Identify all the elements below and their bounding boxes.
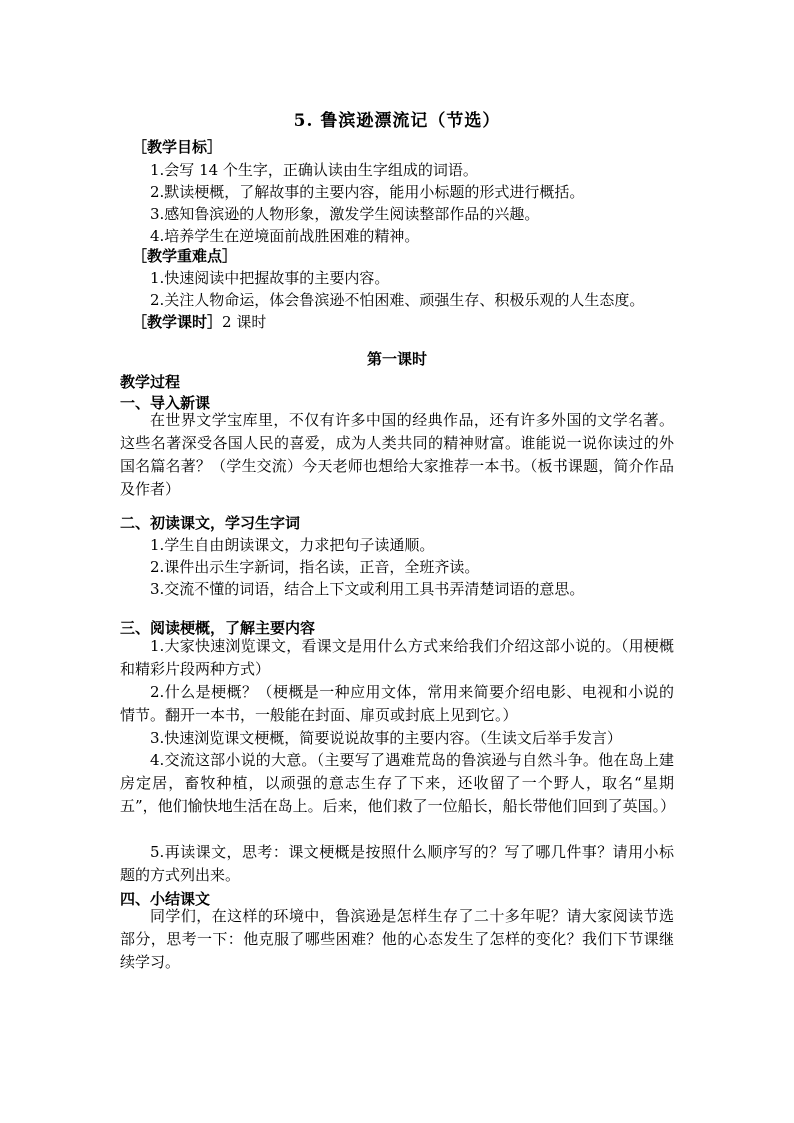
section-3-heading: 三、阅读梗概，了解主要内容 bbox=[120, 619, 316, 637]
class-hours-value: 2 课时 bbox=[222, 313, 267, 331]
section-3-item: 5.再读课文，思考：课文梗概是按照什么顺序写的？写了哪几件事？请用小标题的方式列出来。 bbox=[120, 843, 674, 884]
process-heading: 教学过程 bbox=[120, 373, 181, 391]
section-3-item: 2.什么是梗概？（梗概是一种应用文体，常用来简要介绍电影、电视和小说的情节。翻开一本书，一般能在封面、扉页或封底上见到它。） bbox=[120, 683, 674, 724]
class-hours bbox=[132, 311, 266, 333]
key-point-item: 1.快速阅读中把握故事的主要内容。 bbox=[150, 269, 390, 287]
goal-item: 3.感知鲁滨逊的人物形象，激发学生阅读整部作品的兴趣。 bbox=[150, 205, 540, 223]
section-3-item: 3.快速浏览课文梗概，简要说说故事的主要内容。（生读文后举手发言） bbox=[150, 729, 622, 747]
section-4-heading: 四、小结课文 bbox=[120, 890, 211, 908]
goal-item: 2.默读梗概，了解故事的主要内容，能用小标题的形式进行概括。 bbox=[150, 183, 585, 201]
document-title: 5. 鲁滨逊漂流记（节选） bbox=[293, 111, 501, 131]
section-1-heading: 一、导入新课 bbox=[120, 394, 211, 412]
section-1-paragraph: 在世界文学宝库里，不仅有许多中国的经典作品，还有许多外国的文学名著。这些名著深受各国人民的喜爱，成为人类共同的精神财富。谁能说一说你读过的外国名篇名著？（学生交流）今天老师也想给大家推荐一本书。（板书课题，简介作品及作者） bbox=[120, 411, 674, 498]
section-3-item: 1.大家快速浏览课文，看课文是用什么方式来给我们介绍这部小说的。（用梗概和精彩片段两种方式） bbox=[120, 637, 674, 678]
lesson-title: 第一课时 bbox=[366, 350, 427, 368]
section-2-item: 2.课件出示生字新词，指名读，正音，全班齐读。 bbox=[150, 558, 480, 576]
key-point-item: 2.关注人物命运，体会鲁滨逊不怕困难、顽强生存、积极乐观的人生态度。 bbox=[150, 291, 645, 309]
section-4-paragraph: 同学们，在这样的环境中，鲁滨逊是怎样生存了二十多年呢？请大家阅读节选部分，思考一下：他克服了哪些困难？他的心态发生了怎样的变化？我们下节课继续学习。 bbox=[120, 907, 674, 971]
class-hours-heading: ［教学课时］ bbox=[132, 313, 223, 331]
section-3-item: 4.交流这部小说的大意。（主要写了遇难荒岛的鲁滨逊与自然斗争。他在岛上建房定居，畜牧种植，以顽强的意志生存了下来，还收留了一个野人，取名“星期五”，他们愉快地生活在岛上。后来，他们救了一位船长，船长带他们回到了英国。） bbox=[120, 751, 676, 815]
goal-item: 1.会写 14 个生字，正确认读由生字组成的词语。 bbox=[150, 161, 478, 179]
goal-item: 4.培养学生在逆境面前战胜困难的精神。 bbox=[150, 227, 420, 245]
key-points-heading: ［教学重难点］ bbox=[132, 247, 238, 265]
section-2-heading: 二、初读课文，学习生字词 bbox=[120, 514, 301, 532]
goals-heading: ［教学目标］ bbox=[132, 138, 223, 156]
section-2-item: 3.交流不懂的词语，结合上下文或利用工具书弄清楚词语的意思。 bbox=[150, 580, 585, 598]
section-2-item: 1.学生自由朗读课文，力求把句子读通顺。 bbox=[150, 536, 435, 554]
